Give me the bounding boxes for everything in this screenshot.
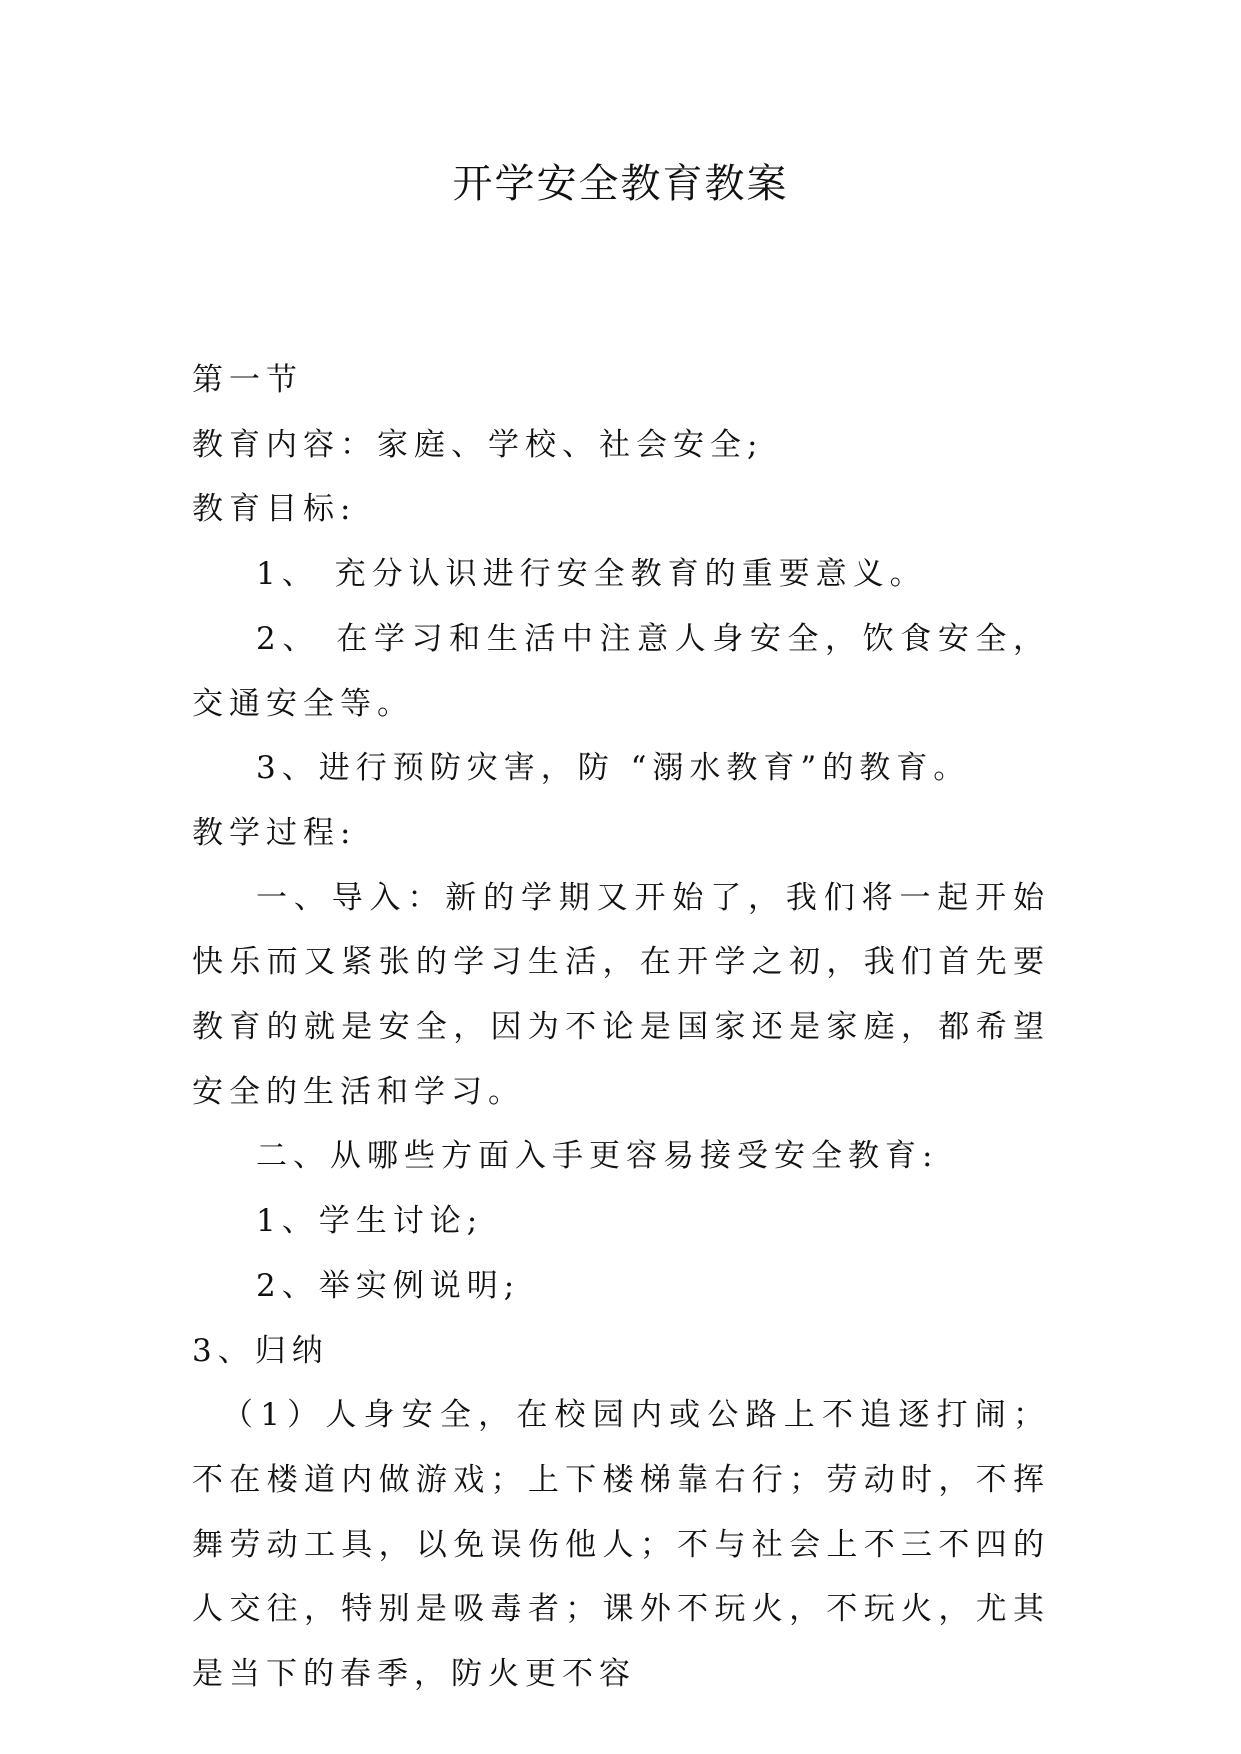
paragraph-aspects-heading: 二、从哪些方面入手更容易接受安全教育: <box>256 1138 939 1175</box>
paragraph-summary-heading: 3、归纳 <box>192 1332 329 1369</box>
document-body <box>192 348 1050 1707</box>
paragraph-student-discussion: 1、学生讨论; <box>256 1203 484 1240</box>
paragraph-introduction: 一、导入：新的学期又开始了，我们将一起开始快乐而又紧张的学习生活，在开学之初，我们首先要教育的就是安全，因为不论是国家还是家庭，都希望安全的生活和学习。 <box>192 879 1050 1110</box>
paragraph-section-heading: 第一节 <box>192 362 303 398</box>
paragraph-goal-3: 3、进行预防灾害，防 “溺水教育”的教育。 <box>256 750 971 787</box>
paragraph-teaching-process-heading: 教学过程: <box>192 814 357 851</box>
paragraph-education-content: 教育内容：家庭、学校、社会安全; <box>192 426 764 463</box>
paragraph-personal-safety: （1）人身安全，在校园内或公路上不追逐打闹；不在楼道内做游戏；上下楼梯靠右行；劳动时，不挥舞劳动工具，以免误伤他人；不与社会上不三不四的人交往，特别是吸毒者；课外不玩火，不玩火，尤其是当下的春季，防火更不容 <box>192 1397 1050 1693</box>
paragraph-education-goals-heading: 教育目标: <box>192 491 357 528</box>
document-title: 开学安全教育教案 <box>452 161 789 207</box>
paragraph-goal-2: 2、 在学习和生活中注意人身安全，饮食安全，交通安全等。 <box>192 620 1050 722</box>
paragraph-goal-1: 1、 充分认识进行安全教育的重要意义。 <box>256 556 927 593</box>
paragraph-examples: 2、举实例说明; <box>256 1267 521 1304</box>
